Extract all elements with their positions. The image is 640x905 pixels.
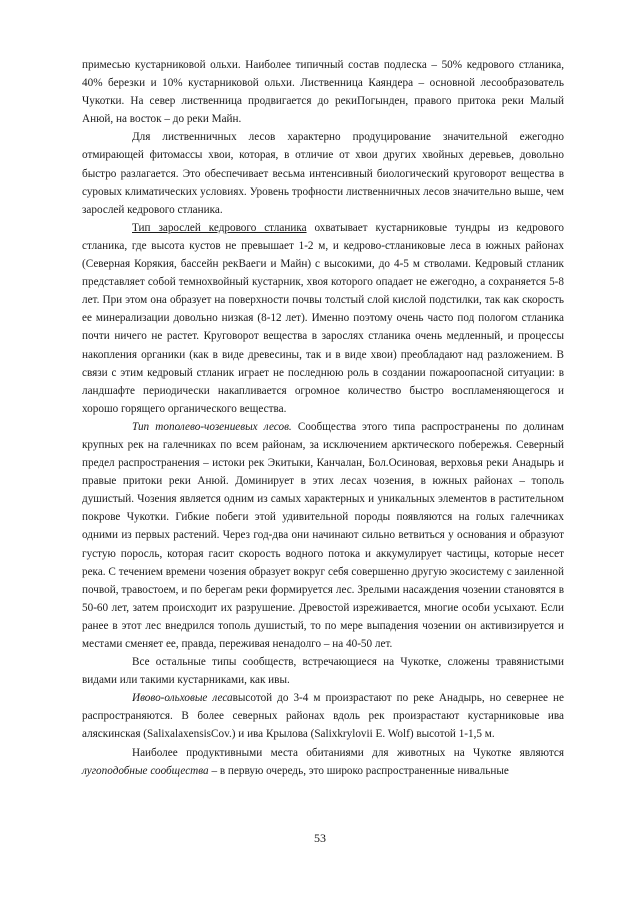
section-heading-meadow-communities: лугоподобные сообщества xyxy=(82,764,209,777)
paragraph-3-text: охватывает кустарниковые тундры из кедрового стланика, где высота кустов не превышает 1-2 м, и кедрово-стланиковые леса в южных районах (Северная Корякия, бассейн рекВаеги и Майн) с высокими, до 4-5 м стволами. Кедровый стланик представляет собой темнохвойный кустарник, хвоя которого опадает не ежегодно, а сохраняется 5-8 лет. При этом она образует на поверхности почвы толстый слой кислой подстилки, так как скорость ее минерализации довольно низкая (8-12 лет). Именно поэтому очень часто под пологом стланика почти ничего не растет. Круговорот вещества в зарослях стланика очень медленный, и процессы накопления органики (как в виде древесины, так и в виде хвои) преобладают над разложением. В связи с этим кедровый стланик играет не последнюю роль в создании пожароопасной ситуации: в ландшафте периодически накапливается огромное количество быстро воспламеняющегося и хорошо горящего органического вещества. xyxy=(82,221,564,415)
paragraph-7 xyxy=(82,744,564,780)
paragraph-6 xyxy=(82,689,564,743)
paragraph-1: примесью кустарниковой ольхи. Наиболее типичный состав подлеска – 50% кедрового стланика, 40% березки и 10% кустарниковой ольхи. Лиственница Каяндера – основной лесообразователь Чукотки. На север лиственница продвигается до рекиПогынден, правого притока реки Малый Анюй, на восток – до реки Майн. xyxy=(82,59,564,126)
paragraph-7-text: – в первую очередь, это широко распространенные нивальные xyxy=(208,764,509,777)
paragraph-2: Для лиственничных лесов характерно продуцирование значительной ежегодно отмирающей фитомассы хвои, которая, в отличие от хвои других хвойных деревьев, довольно быстро разлагается. Это обеспечивает весьма интенсивный биологический круговорот вещества в суровых климатических условиях. Уровень трофности лиственничных лесов значительно выше, чем зарослей кедрового стланика. xyxy=(82,131,564,216)
page-body xyxy=(82,56,564,780)
section-heading-cedar-thicket: Тип зарослей кедрового стланика xyxy=(132,221,307,234)
section-heading-poplar-chosenia: Тип тополево-чозениевых лесов. xyxy=(132,420,292,433)
page-number: 53 xyxy=(314,831,326,845)
paragraph-3 xyxy=(82,219,564,418)
paragraph-6-text: высотой до 3-4 м произрастают по реке Анадырь, но севернее не распространяются. В более северных районах вдоль рек произрастают кустарниковые ива аляскинская (SalixalaxensisCov.) и ива Крылова (Salixkrylovii E. Wolf) высотой 1-1,5 м. xyxy=(82,692,564,741)
paragraph-7-text-start: Наиболее продуктивными места обитаниями для животных на Чукотке являются xyxy=(132,746,564,759)
section-heading-willow-alder: Ивово-ольховые леса xyxy=(132,692,233,705)
paragraph-4-text: Сообщества этого типа распространены по долинам крупных рек на галечниках по всем районам, за исключением арктического побережья. Северный предел распространения – истоки рек Экитыки, Канчалан, Бол.Осиновая, верховья реки Анадырь и правые притоки реки Анюй. Доминирует в этих лесах чозения, в южных районах – тополь душистый. Чозения является одним из самых характерных и уникальных элементов в растительном покрове Чукотки. Гибкие побеги этой удивительной породы появляются на голых галечниках одними из первых растений. Через год-два они начинают сильно ветвиться у основания и образуют густую поросль, которая гасит скорость водного потока и аккумулирует частицы, которые несет река. С течением времени чозения образует вокруг себя совершенно другую экосистему с заиленной почвой, травостоем, и по берегам реки формируется лес. Зрелыми насаждения чозении становятся в 50-60 лет, затем происходит их разрушение. Древостой изреживается, многие особи усыхают. Если ранее в этот лес внедрился тополь душистый, то по мере выпадения чозении он активизируется и местами сменяет ее, правда, переживая ненадолго – на 40-50 лет. xyxy=(82,420,564,650)
paragraph-4 xyxy=(82,418,564,653)
paragraph-5: Все остальные типы сообществ, встречающиеся на Чукотке, сложены травянистыми видами или такими кустарниками, как ивы. xyxy=(82,656,564,687)
